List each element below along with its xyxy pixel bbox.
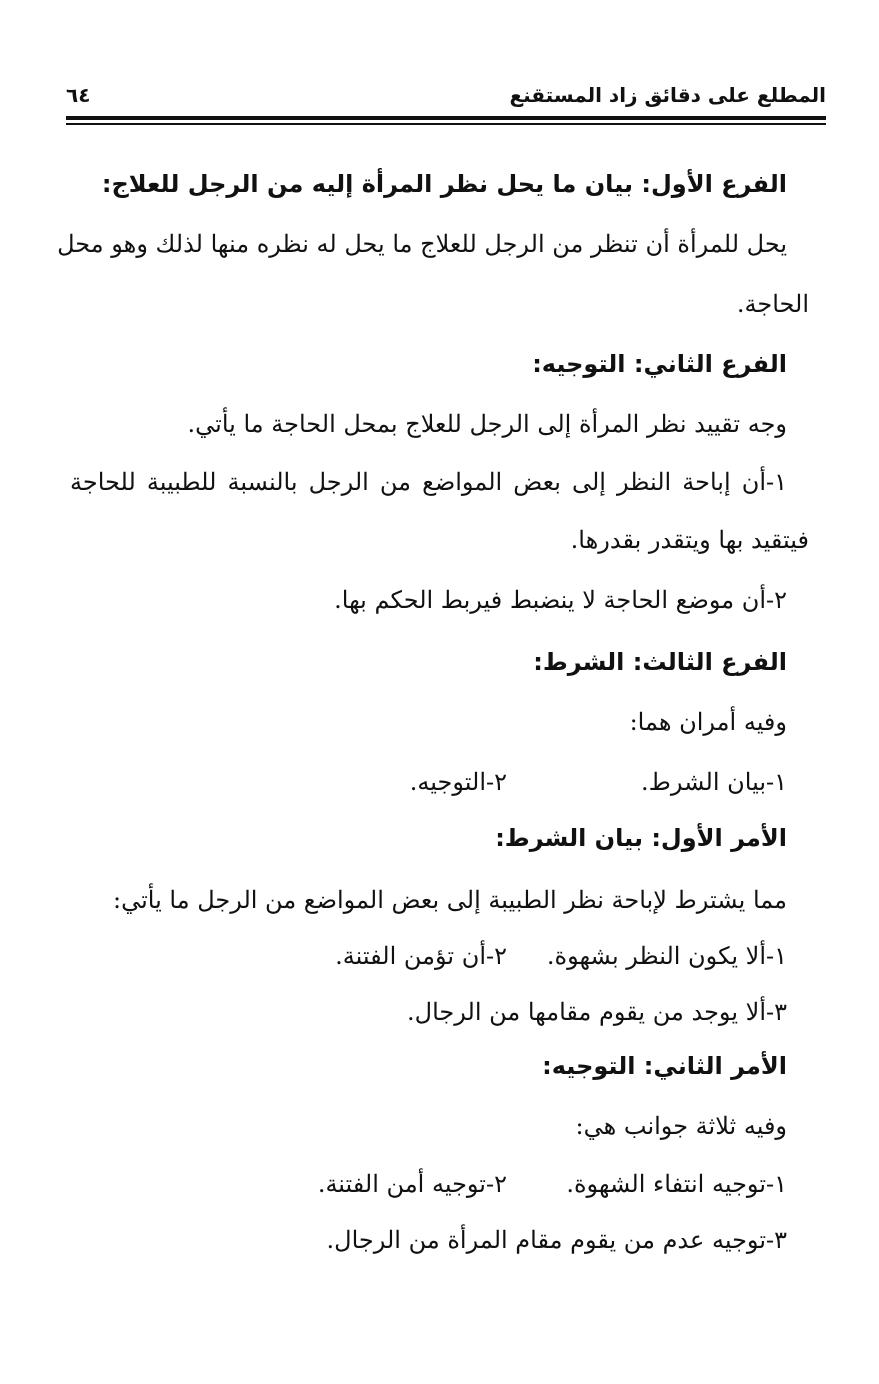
matter1-item1: ١-ألا يكون النظر بشهوة.: [546, 942, 787, 970]
branch3-heading: الفرع الثالث: الشرط:: [533, 648, 787, 676]
page-number: ٦٤: [66, 83, 91, 107]
matter2-intro: وفيه ثلاثة جوانب هي:: [575, 1112, 787, 1140]
branch1-text-line2: الحاجة.: [736, 290, 809, 318]
branch3-intro: وفيه أمران هما:: [629, 708, 787, 736]
matter1-items-row: [267, 936, 787, 976]
matter1-heading: الأمر الأول: بيان الشرط:: [495, 824, 787, 852]
book-title: المطلع على دقائق زاد المستقنع: [509, 83, 826, 107]
branch2-heading: الفرع الثاني: التوجيه:: [532, 350, 787, 378]
matter2-item2: ٢-توجيه أمن الفتنة.: [317, 1170, 507, 1198]
matter2-heading: الأمر الثاني: التوجيه:: [542, 1052, 787, 1080]
matter1-item2: ٢-أن تؤمن الفتنة.: [335, 942, 507, 970]
branch3-item2: ٢-التوجيه.: [409, 768, 507, 796]
branch2-intro: وجه تقييد نظر المرأة إلى الرجل للعلاج بمحل الحاجة ما يأتي.: [187, 410, 787, 438]
running-header: [66, 80, 826, 116]
branch2-item1-line1: ١-أن إباحة النظر إلى بعض المواضع من الرجل بالنسبة للطبيبة للحاجة: [70, 468, 787, 496]
header-rule-thick: [66, 116, 826, 120]
matter2-item3: ٣-توجيه عدم من يقوم مقام المرأة من الرجال.: [326, 1226, 787, 1254]
branch1-heading: الفرع الأول: بيان ما يحل نظر المرأة إليه من الرجل للعلاج:: [101, 170, 787, 198]
branch3-items-row: [267, 762, 787, 802]
matter1-item3: ٣-ألا يوجد من يقوم مقامها من الرجال.: [407, 998, 787, 1026]
matter1-intro: مما يشترط لإباحة نظر الطبيبة إلى بعض المواضع من الرجل ما يأتي:: [113, 886, 787, 914]
branch1-text-line1: يحل للمرأة أن تنظر من الرجل للعلاج ما يحل له نظره منها لذلك وهو محل: [57, 230, 787, 258]
branch3-item1: ١-بيان الشرط.: [641, 768, 787, 796]
header-rule-thin: [66, 123, 826, 125]
branch2-item2: ٢-أن موضع الحاجة لا ينضبط فيربط الحكم بها.: [334, 586, 787, 614]
matter2-item1: ١-توجيه انتفاء الشهوة.: [566, 1170, 787, 1198]
matter2-items-row: [267, 1164, 787, 1204]
branch2-item1-line2: فيتقيد بها ويتقدر بقدرها.: [570, 526, 809, 554]
